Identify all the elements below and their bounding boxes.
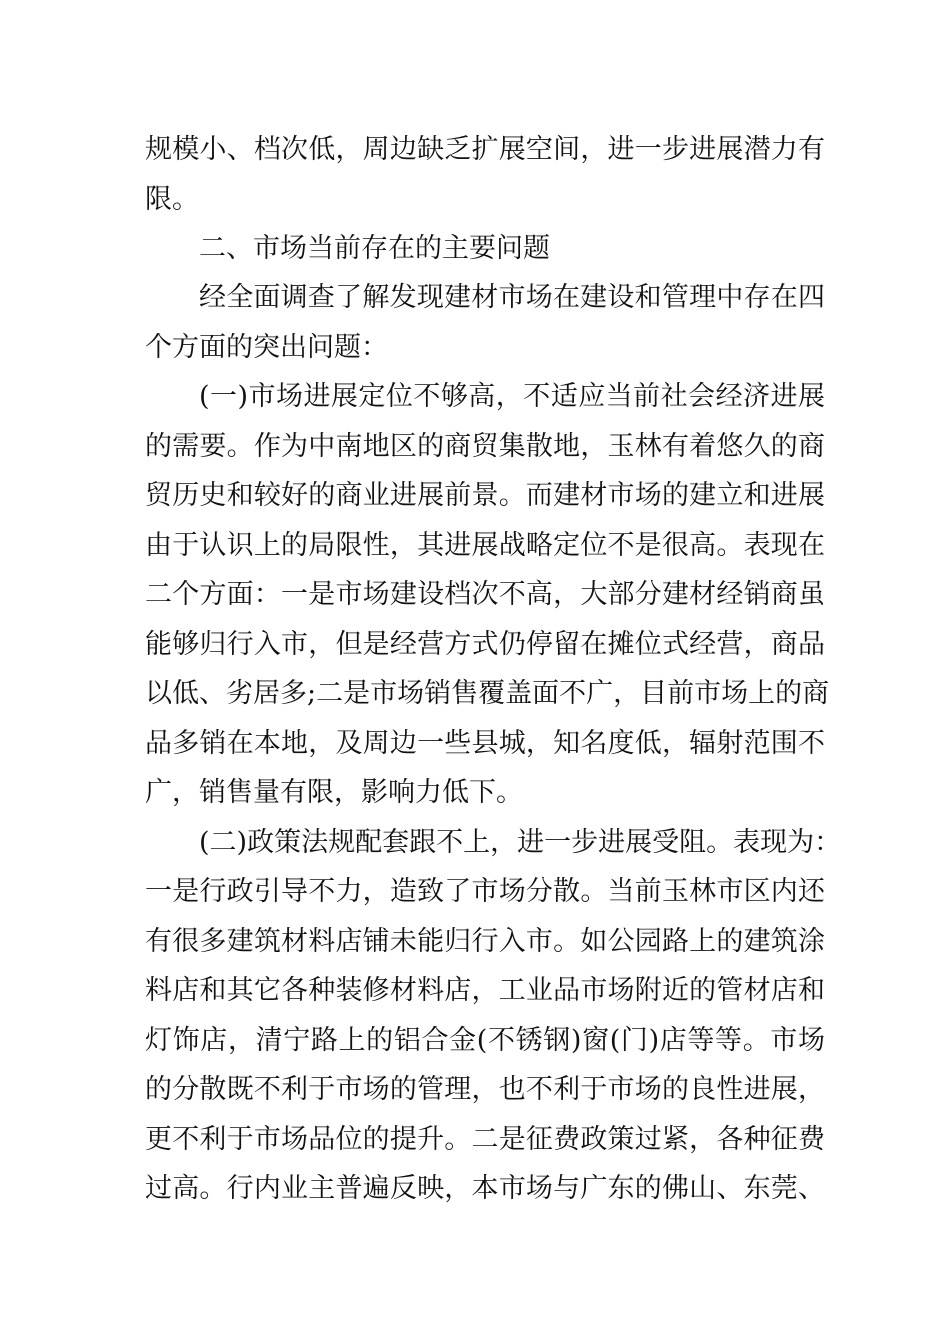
text-line: 由于认识上的局限性，其进展战略定位不是很高。表现在 bbox=[145, 530, 825, 561]
text-line: 贸历史和较好的商业进展前景。而建材市场的建立和进展 bbox=[145, 480, 825, 511]
text-line: 的分散既不利于市场的管理，也不利于市场的良性进展， bbox=[145, 1074, 825, 1105]
text-line: 经全面调查了解发现建材市场在建设和管理中存在四 bbox=[199, 282, 825, 313]
text-line: 灯饰店，清宁路上的铝合金(不锈钢)窗(门)店等等。市场 bbox=[145, 1025, 825, 1056]
text-line: 一是行政引导不力，造致了市场分散。当前玉林市区内还 bbox=[145, 876, 825, 907]
text-line: 个方面的突出问题： bbox=[145, 332, 388, 363]
text-line: 过高。行内业主普遍反映，本市场与广东的佛山、东莞、 bbox=[145, 1173, 825, 1204]
text-line: 能够归行入市，但是经营方式仍停留在摊位式经营，商品 bbox=[145, 629, 825, 660]
text-line: 以低、劣居多;二是市场销售覆盖面不广，目前市场上的商 bbox=[145, 678, 830, 709]
text-line: 有很多建筑材料店铺未能归行入市。如公园路上的建筑涂 bbox=[145, 926, 825, 957]
text-line: 二个方面：一是市场建设档次不高，大部分建材经销商虽 bbox=[145, 579, 825, 610]
text-line: 限。 bbox=[145, 184, 199, 215]
subsection-heading: (一)市场进展定位不够高，不适应当前社会经济进展 bbox=[199, 381, 825, 412]
section-heading: 二、市场当前存在的主要问题 bbox=[199, 233, 550, 264]
text-line: 广，销售量有限，影响力低下。 bbox=[145, 777, 523, 808]
text-line: 料店和其它各种装修材料店，工业品市场附近的管材店和 bbox=[145, 975, 825, 1006]
subsection-heading: (二)政策法规配套跟不上，进一步进展受阻。表现为： bbox=[199, 827, 842, 858]
text-line: 规模小、档次低，周边缺乏扩展空间，进一步进展潜力有 bbox=[145, 134, 825, 165]
text-line: 的需要。作为中南地区的商贸集散地，玉林有着悠久的商 bbox=[145, 431, 825, 462]
text-line: 品多销在本地，及周边一些县城，知名度低，辐射范围不 bbox=[145, 728, 825, 759]
text-line: 更不利于市场品位的提升。二是征费政策过紧，各种征费 bbox=[145, 1124, 825, 1155]
